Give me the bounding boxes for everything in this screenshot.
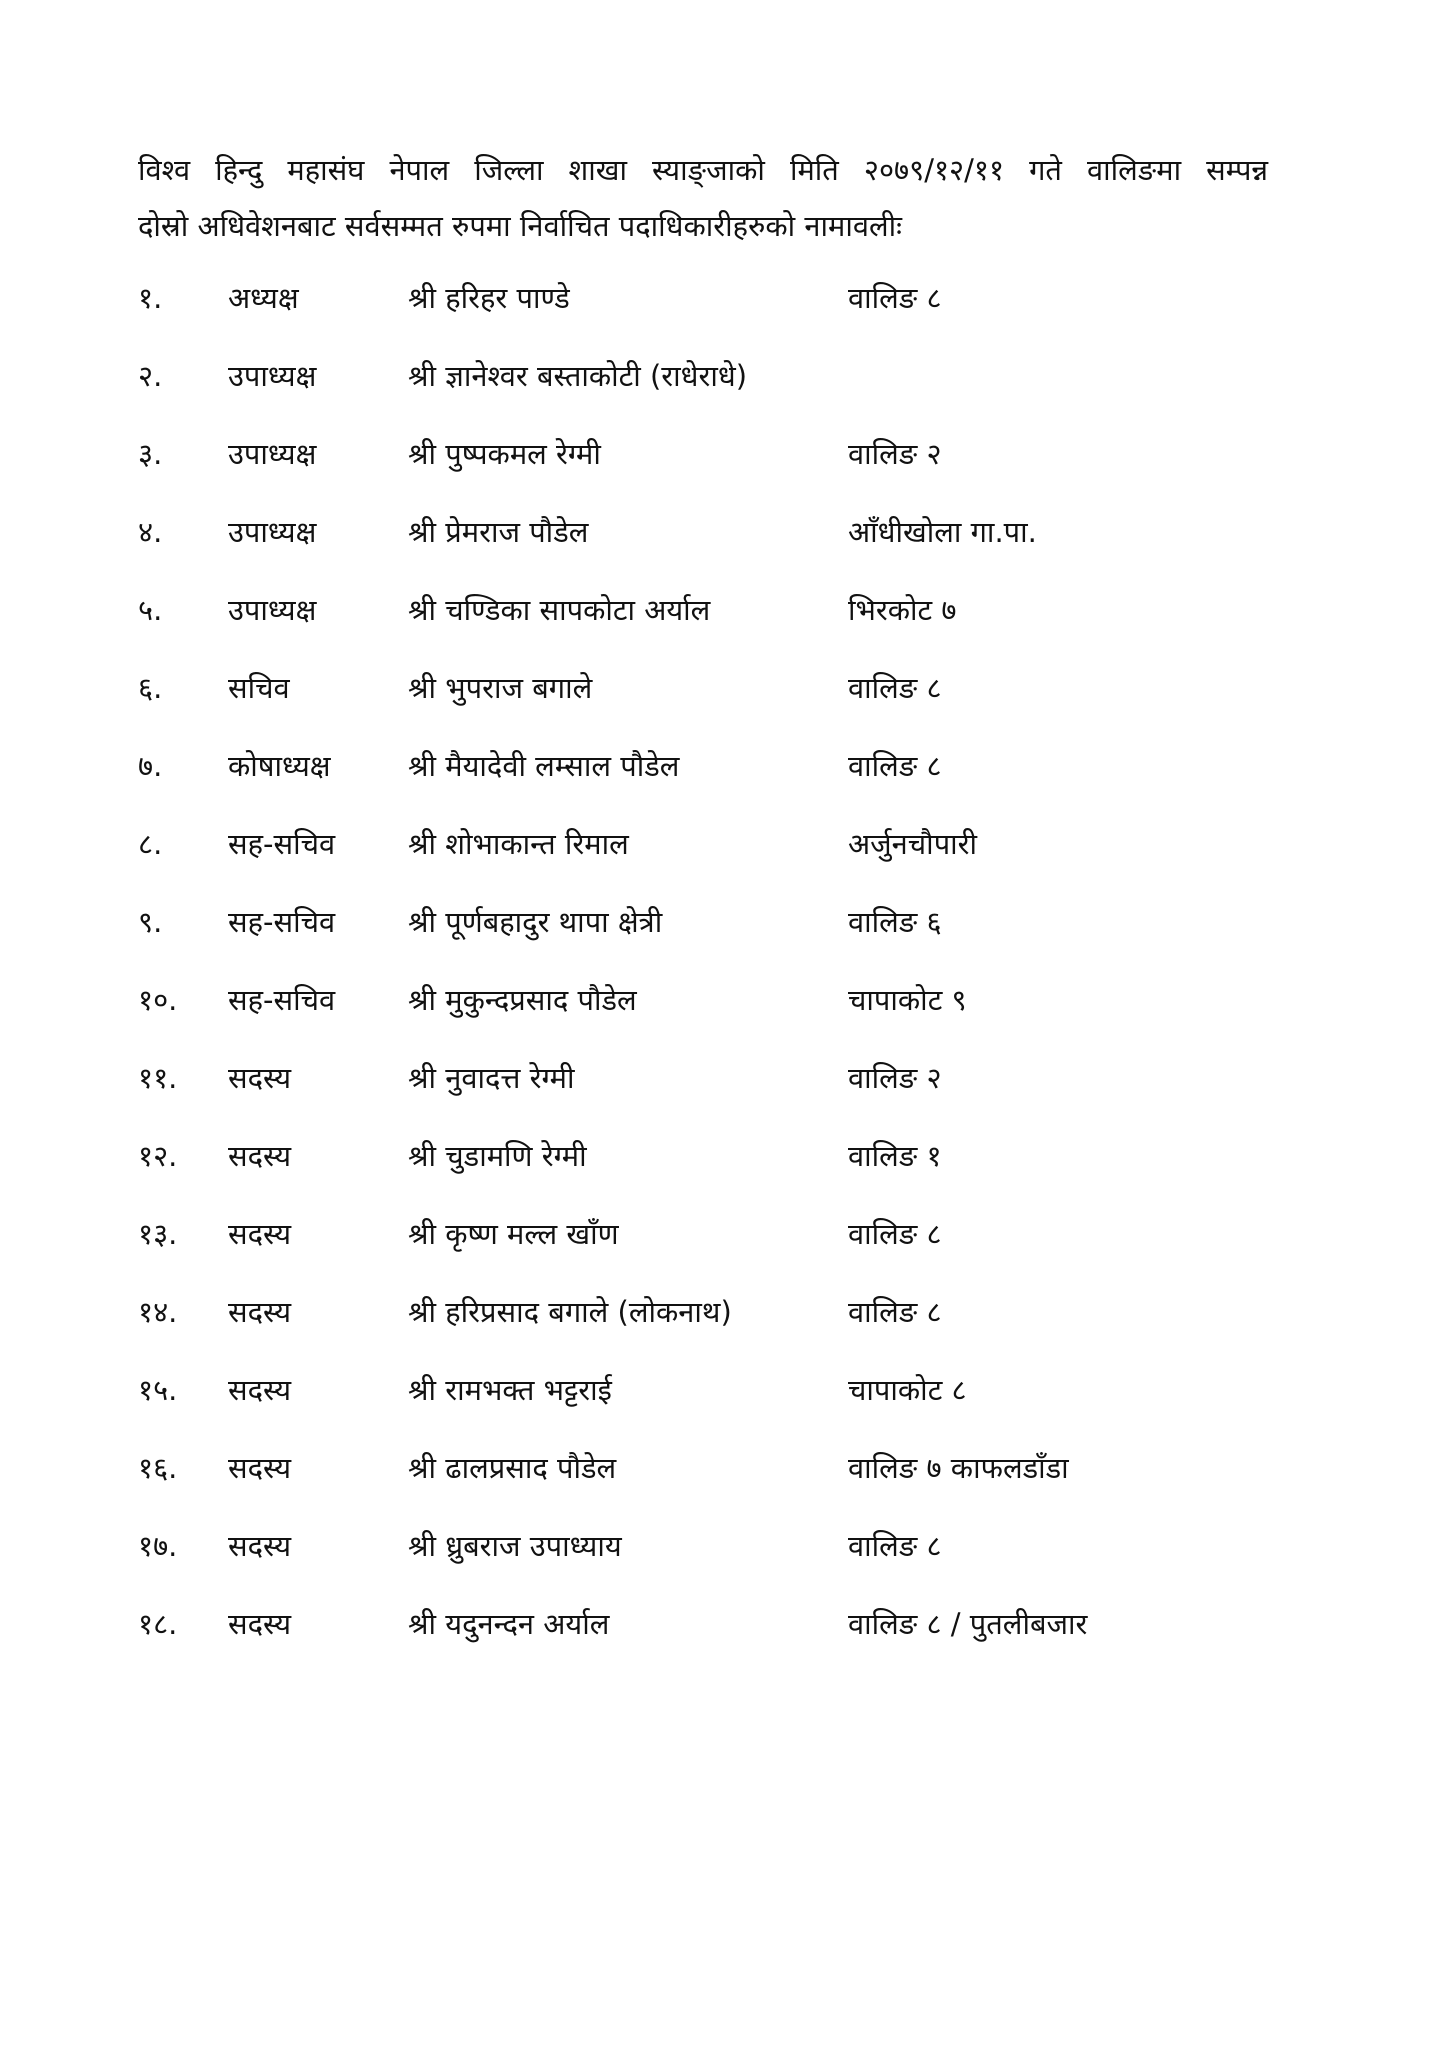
row-name: श्री भुपराज बगाले [408, 671, 593, 705]
row-name: श्री ज्ञानेश्वर बस्ताकोटी (राधेराधे) [408, 359, 748, 393]
row-position: उपाध्यक्ष [228, 437, 317, 471]
row-address: वालिङ ८ [848, 749, 942, 783]
row-address: भिरकोट ७ [848, 593, 957, 627]
row-position: सह-सचिव [228, 827, 336, 861]
row-position: कोषाध्यक्ष [228, 749, 331, 783]
row-number: १३. [138, 1217, 178, 1251]
row-name: श्री हरिहर पाण्डे [408, 281, 570, 315]
row-position: सदस्य [228, 1451, 292, 1485]
office-bearer-row [138, 1438, 1318, 1516]
intro-line-2: दोस्रो अधिवेशनबाट सर्वसम्मत रुपमा निर्वाचित पदाधिकारीहरुको नामावलीः [138, 209, 903, 243]
office-bearer-row [138, 1360, 1318, 1438]
row-name: श्री चण्डिका सापकोटा अर्याल [408, 593, 711, 627]
row-number: ११. [138, 1061, 178, 1095]
row-name: श्री मुकुन्दप्रसाद पौडेल [408, 983, 637, 1017]
office-bearer-list [138, 268, 1318, 1672]
office-bearer-row [138, 1048, 1318, 1126]
row-position: सदस्य [228, 1607, 292, 1641]
row-name: श्री रामभक्त भट्टराई [408, 1373, 612, 1407]
row-address: वालिङ २ [848, 1061, 942, 1095]
row-address: वालिङ ६ [848, 905, 942, 939]
row-name: श्री ध्रुबराज उपाध्याय [408, 1529, 622, 1563]
row-name: श्री प्रेमराज पौडेल [408, 515, 589, 549]
row-name: श्री शोभाकान्त रिमाल [408, 827, 629, 861]
row-number: १. [138, 281, 163, 315]
row-number: ३. [138, 437, 163, 471]
row-address: अर्जुनचौपारी [848, 827, 978, 861]
row-address: वालिङ ८ [848, 281, 942, 315]
row-number: २. [138, 359, 163, 393]
row-address: वालिङ ८ / पुतलीबजार [848, 1607, 1088, 1641]
row-address: वालिङ ७ काफलडाँडा [848, 1451, 1069, 1485]
row-position: सदस्य [228, 1295, 292, 1329]
row-address: चापाकोट ९ [848, 983, 967, 1017]
row-position: सदस्य [228, 1529, 292, 1563]
row-address: वालिङ ८ [848, 1217, 942, 1251]
row-number: ४. [138, 515, 163, 549]
row-number: १८. [138, 1607, 178, 1641]
row-number: ६. [138, 671, 163, 705]
row-number: १०. [138, 983, 178, 1017]
row-position: उपाध्यक्ष [228, 515, 317, 549]
row-name: श्री कृष्ण मल्ल खाँण [408, 1217, 619, 1251]
office-bearer-row [138, 892, 1318, 970]
office-bearer-row [138, 1516, 1318, 1594]
row-position: सदस्य [228, 1373, 292, 1407]
row-number: १७. [138, 1529, 178, 1563]
office-bearer-row [138, 970, 1318, 1048]
office-bearer-row [138, 502, 1318, 580]
intro-line-1: विश्व हिन्दु महासंघ नेपाल जिल्ला शाखा स्याङ्जाको मिति २०७९/१२/११ गते वालिङमा सम्पन्न [138, 153, 1268, 187]
intro-paragraph [138, 142, 1268, 254]
office-bearer-row [138, 1282, 1318, 1360]
row-position: अध्यक्ष [228, 281, 299, 315]
row-number: १५. [138, 1373, 178, 1407]
row-address: चापाकोट ८ [848, 1373, 967, 1407]
row-number: ७. [138, 749, 163, 783]
row-name: श्री पूर्णबहादुर थापा क्षेत्री [408, 905, 663, 939]
office-bearer-row [138, 346, 1318, 424]
row-name: श्री नुवादत्त रेग्मी [408, 1061, 575, 1095]
office-bearer-row [138, 268, 1318, 346]
row-name: श्री पुष्पकमल रेग्मी [408, 437, 601, 471]
row-address: वालिङ १ [848, 1139, 942, 1173]
row-address: आँधीखोला गा.पा. [848, 515, 1037, 549]
row-number: ५. [138, 593, 163, 627]
row-name: श्री हरिप्रसाद बगाले (लोकनाथ) [408, 1295, 732, 1329]
row-position: सदस्य [228, 1217, 292, 1251]
row-name: श्री ढालप्रसाद पौडेल [408, 1451, 617, 1485]
row-position: उपाध्यक्ष [228, 593, 317, 627]
row-number: १४. [138, 1295, 178, 1329]
office-bearer-row [138, 658, 1318, 736]
row-position: सदस्य [228, 1139, 292, 1173]
row-name: श्री यदुनन्दन अर्याल [408, 1607, 610, 1641]
office-bearer-row [138, 1594, 1318, 1672]
office-bearer-row [138, 580, 1318, 658]
office-bearer-row [138, 424, 1318, 502]
row-position: सचिव [228, 671, 290, 705]
row-position: उपाध्यक्ष [228, 359, 317, 393]
office-bearer-row [138, 1126, 1318, 1204]
row-position: सदस्य [228, 1061, 292, 1095]
office-bearer-row [138, 1204, 1318, 1282]
office-bearer-row [138, 736, 1318, 814]
row-address: वालिङ ८ [848, 1295, 942, 1329]
row-name: श्री मैयादेवी लम्साल पौडेल [408, 749, 680, 783]
row-number: ९. [138, 905, 163, 939]
row-number: ८. [138, 827, 163, 861]
office-bearer-row [138, 814, 1318, 892]
row-number: १६. [138, 1451, 178, 1485]
row-address: वालिङ ८ [848, 1529, 942, 1563]
row-name: श्री चुडामणि रेग्मी [408, 1139, 587, 1173]
row-number: १२. [138, 1139, 178, 1173]
row-position: सह-सचिव [228, 905, 336, 939]
row-position: सह-सचिव [228, 983, 336, 1017]
row-address: वालिङ २ [848, 437, 942, 471]
row-address: वालिङ ८ [848, 671, 942, 705]
